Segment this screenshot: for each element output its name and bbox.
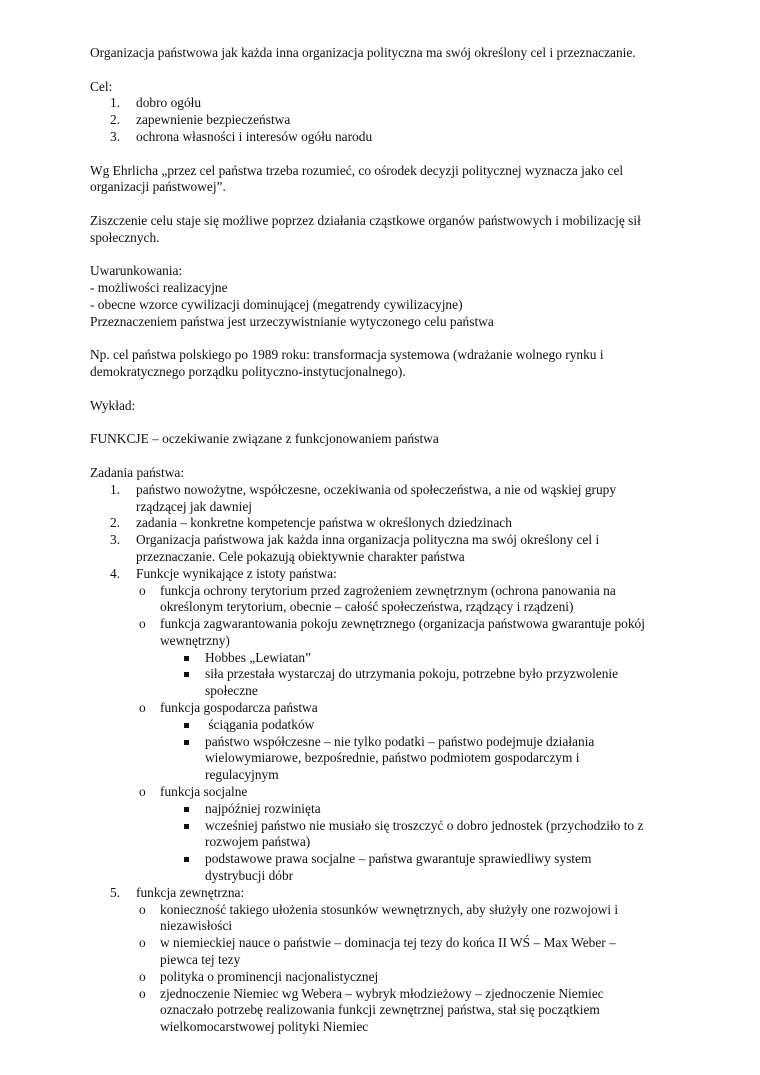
list-number: 5.	[110, 884, 121, 900]
text-line: funkcja ochrony terytorium przed zagrożeniem zewnętrznym (ochrona panowania na	[160, 582, 616, 598]
sublist-item	[139, 700, 680, 717]
circle-bullet-icon: o	[139, 968, 146, 984]
funkcje-sublist	[139, 700, 680, 717]
list-number: 3.	[110, 532, 121, 548]
text-line: Ziszczenie celu staje się możliwe poprzez działania cząstkowe organów państwowych i mobilizację sił	[90, 212, 641, 228]
ziszczenie-paragraph	[90, 213, 680, 247]
list-number: 1.	[110, 481, 121, 497]
funkcje-sublist	[139, 784, 680, 801]
list-item	[110, 95, 680, 112]
cel-list	[110, 95, 680, 145]
text-line: Np. cel państwa polskiego po 1989 roku: transformacja systemowa (wdrażanie wolnego rynku i	[90, 347, 604, 363]
list-item	[110, 112, 680, 129]
sublist-item	[139, 985, 680, 1036]
circle-bullet-icon: o	[139, 784, 146, 800]
text-line: funkcja gospodarcza państwa	[160, 700, 318, 716]
text-line: określonym terytorium, obecnie – całość społeczeństwa, rządzący i rządzeni)	[160, 599, 574, 615]
nested-item	[205, 801, 680, 818]
list-number: 3.	[110, 128, 121, 144]
text-line: rządzącej jak dawniej	[136, 498, 252, 514]
list-item	[110, 884, 680, 902]
list-item	[110, 128, 680, 146]
square-bullet-icon	[184, 824, 189, 829]
nested-sublist	[205, 801, 680, 885]
zewnetrzna-sublist	[139, 901, 680, 1036]
circle-bullet-icon: o	[139, 616, 146, 632]
list-item-text: ochrona własności i interesów ogółu narodu	[136, 128, 373, 144]
text-line: dystrybucji dóbr	[205, 868, 294, 884]
square-bullet-icon	[184, 656, 189, 661]
uwarunkowania-section	[90, 263, 680, 330]
text-line: funkcja socjalne	[160, 784, 248, 800]
document-page	[90, 45, 680, 1036]
square-bullet-icon	[184, 723, 189, 728]
nested-sublist	[205, 650, 680, 700]
text-line: zjednoczenie Niemiec wg Webera – wybryk młodzieżowy – zjednoczenie Niemiec	[160, 985, 604, 1001]
square-bullet-icon	[184, 740, 189, 745]
text-line: funkcja zewnętrzna:	[136, 884, 245, 900]
nested-sublist	[205, 717, 680, 784]
text-line: siła przestała wystarczaj do utrzymania pokoju, potrzebne było przyzwolenie	[205, 666, 619, 682]
circle-bullet-icon: o	[139, 901, 146, 917]
text-line: rozwojem państwa)	[205, 834, 311, 850]
list-number: 2.	[110, 515, 121, 531]
list-number: 2.	[110, 112, 121, 128]
text-line: Uwarunkowania:	[90, 263, 183, 279]
sublist-item	[139, 784, 680, 801]
text-line: Hobbes „Lewiatan”	[205, 649, 311, 665]
text-line: Przeznaczeniem państwa jest urzeczywistnianie wytyczonego celu państwa	[90, 313, 494, 329]
sublist-item	[139, 935, 680, 969]
wyklad-heading: Wykład:	[90, 397, 136, 413]
text-line: społecznych.	[90, 229, 160, 245]
nested-item	[205, 734, 680, 784]
funkcje-sublist	[139, 582, 680, 650]
circle-bullet-icon: o	[139, 582, 146, 598]
square-bullet-icon	[184, 807, 189, 812]
sublist-item	[139, 582, 680, 617]
sublist-item	[139, 616, 680, 650]
circle-bullet-icon: o	[139, 935, 146, 951]
text-line: - obecne wzorce cywilizacji dominującej (megatrendy cywilizacyjne)	[90, 296, 463, 312]
nested-item	[205, 851, 680, 885]
list-number: 4.	[110, 565, 121, 581]
text-line: Funkcje wynikające z istoty państwa:	[136, 565, 337, 581]
text-line: polityka o prominencji nacjonalistycznej	[160, 968, 379, 984]
ehrlich-paragraph	[90, 163, 680, 197]
intro-paragraph: Organizacja państwowa jak każda inna organizacja polityczna ma swój określony cel i przeznaczanie.	[90, 45, 636, 60]
zadania-list	[110, 481, 680, 583]
zadania-list-continued	[110, 884, 680, 902]
sublist-item	[139, 901, 680, 936]
nested-item	[205, 818, 680, 852]
zadania-heading: Zadania państwa:	[90, 464, 185, 480]
text-line: regulacyjnym	[205, 767, 279, 783]
text-line: funkcja zagwarantowania pokoju zewnętrznego (organizacja państwowa gwarantuje pokój	[160, 616, 645, 632]
nested-item	[205, 666, 680, 700]
circle-bullet-icon: o	[139, 985, 146, 1001]
sublist-item	[139, 968, 680, 986]
funkcje-definition: FUNKCJE – oczekiwanie związane z funkcjonowaniem państwa	[90, 431, 439, 447]
text-line: wewnętrzny)	[160, 632, 230, 648]
nested-item	[205, 650, 680, 667]
text-line: Wg Ehrlicha „przez cel państwa trzeba rozumieć, co ośrodek decyzji politycznej wyznacza jako cel	[90, 162, 624, 178]
text-line: wcześniej państwo nie musiało się troszczyć o dobro jednostek (przychodziło to z	[205, 817, 644, 833]
list-item	[110, 515, 680, 532]
nested-item	[205, 717, 680, 734]
text-line: niezawisłości	[160, 918, 233, 934]
example-paragraph	[90, 347, 680, 381]
text-line: wielowymiarowe, bezpośrednie, państwo podmiotem gospodarczym i	[205, 750, 580, 766]
text-line: państwo nowożytne, współczesne, oczekiwania od społeczeństwa, a nie od wąskiej grupy	[136, 481, 617, 497]
text-line: państwo współczesne – nie tylko podatki – państwo podejmuje działania	[205, 733, 595, 749]
text-line: wielkomocarstwowej polityki Niemiec	[160, 1019, 369, 1035]
square-bullet-icon	[184, 672, 189, 677]
text-line: demokratycznego porządku polityczno-instytucjonalnego).	[90, 364, 406, 380]
list-item-text: zapewnienie bezpieczeństwa	[136, 112, 291, 128]
text-line: ściągania podatków	[205, 716, 315, 732]
text-line: przeznaczanie. Cele pokazują obiektywnie charakter państwa	[136, 548, 465, 564]
text-line: społeczne	[205, 683, 258, 699]
text-line: - możliwości realizacyjne	[90, 280, 228, 296]
list-item	[110, 532, 680, 566]
list-item	[110, 481, 680, 516]
text-line: zadania – konkretne kompetencje państwa w określonych dziedzinach	[136, 515, 512, 531]
text-line: Organizacja państwowa jak każda inna organizacja polityczna ma swój określony cel i	[136, 532, 600, 548]
cel-heading: Cel:	[90, 78, 113, 94]
text-line: piewca tej tezy	[160, 952, 241, 968]
list-number: 1.	[110, 95, 121, 111]
circle-bullet-icon: o	[139, 700, 146, 716]
text-line: podstawowe prawa socjalne – państwa gwarantuje sprawiedliwy system	[205, 851, 592, 867]
text-line: oznaczało potrzebę realizowania funkcji zewnętrznej państwa, stał się początkiem	[160, 1002, 600, 1018]
square-bullet-icon	[184, 857, 189, 862]
text-line: najpóźniej rozwinięta	[205, 800, 321, 816]
text-line: konieczność takiego ułożenia stosunków wewnętrznych, aby służyły one rozwojowi i	[160, 901, 619, 917]
list-item	[110, 565, 680, 583]
list-item-text: dobro ogółu	[136, 95, 202, 111]
text-line: w niemieckiej nauce o państwie – dominacja tej tezy do końca II WŚ – Max Weber –	[160, 935, 616, 951]
text-line: organizacji państwowej”.	[90, 179, 226, 195]
